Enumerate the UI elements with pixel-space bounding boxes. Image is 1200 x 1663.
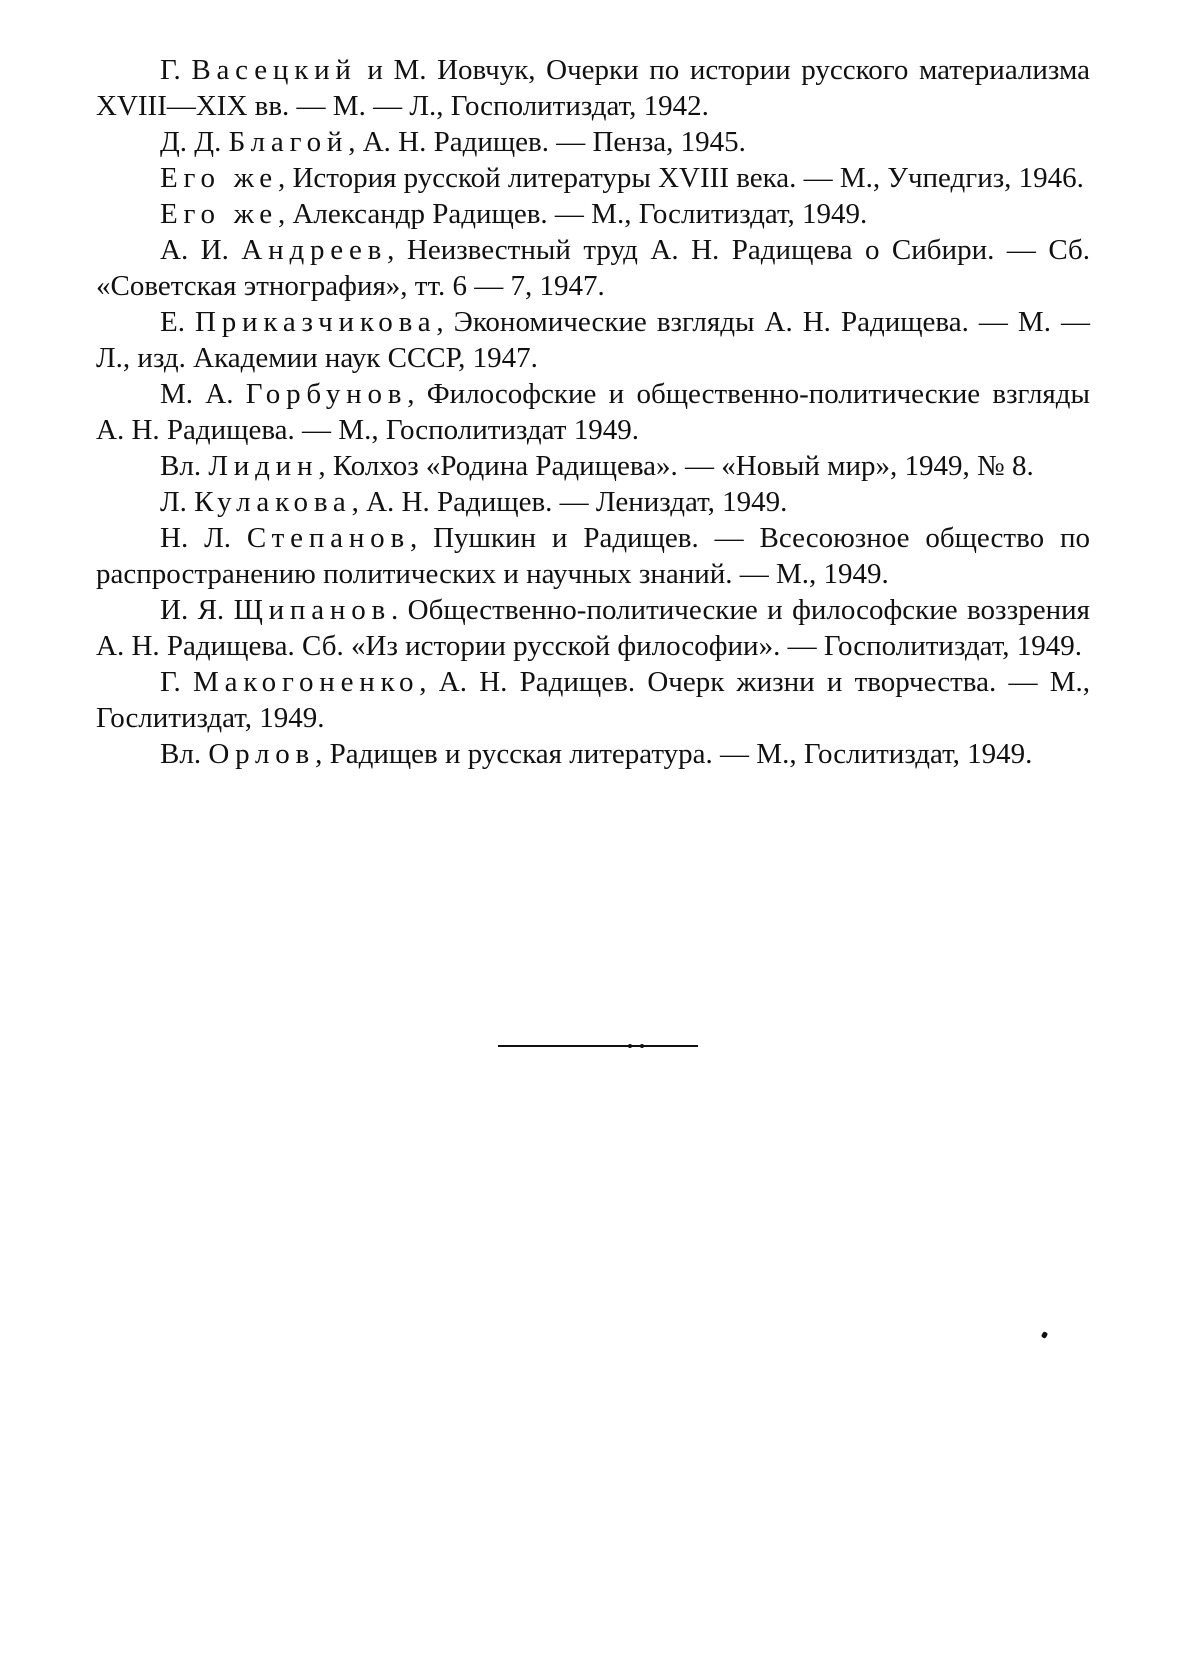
bibliography-entry: [96, 376, 1090, 448]
author-name: Кулакова: [194, 486, 352, 518]
bibliography-entry: [96, 124, 1090, 160]
author-name: Горбунов: [245, 378, 408, 410]
entry-text: , А. Н. Радищев. — Лениздат, 1949.: [351, 486, 788, 518]
ornament-dot: [640, 1044, 644, 1048]
author-name: Макогоненко: [193, 666, 420, 698]
bibliography-entry: [96, 448, 1090, 484]
author-initials: А. И.: [160, 234, 229, 266]
author-name: Андреев: [241, 234, 388, 266]
entry-text: и М. Иовчук, Очерки по истории русского материализма XVIII—XIX вв. — М. — Л., Госполитиздат, 1942.: [96, 54, 1091, 122]
author-initials: Н. Л.: [160, 522, 232, 554]
entry-text: , Философские и общественно-политические взгляды А. Н. Радищева. — М., Госполитиздат 1949.: [96, 378, 1090, 446]
author-initials: И. Я.: [160, 594, 225, 626]
ornament-dot: [628, 1044, 632, 1048]
author-initials: Вл.: [160, 738, 202, 770]
author-name: Степанов: [246, 522, 410, 554]
bibliography-entry: [96, 196, 1090, 232]
bibliography-entry: [96, 592, 1090, 664]
author-name: Орлов: [208, 738, 316, 770]
author-initials: Л.: [160, 486, 187, 518]
bibliography-entry: [96, 304, 1090, 376]
entry-text: , Неизвестный труд А. Н. Радищева о Сибири. — Сб. «Советская этнография», тт. 6 — 7, 1947.: [96, 234, 1091, 302]
author-initials: Д. Д.: [160, 126, 222, 158]
entry-text: , Колхоз «Родина Радищева». — «Новый мир», 1949, № 8.: [318, 450, 1034, 482]
entry-text: , Пушкин и Радищев. — Всесоюзное общество по распространению политических и научных знаний. — М., 1949.: [96, 522, 1090, 590]
author-name: Его же: [160, 198, 278, 230]
bibliography-entry: [96, 160, 1090, 196]
section-end-ornament: [498, 1043, 698, 1049]
entry-text: , Радищев и русская литература. — М., Гослитиздат, 1949.: [315, 738, 1033, 770]
author-initials: М. А.: [160, 378, 234, 410]
author-initials: Г.: [160, 54, 181, 86]
author-initials: Г.: [160, 666, 181, 698]
bibliography-entry: [96, 664, 1090, 736]
ornament-rule: [498, 1045, 698, 1047]
author-name: Васецкий: [191, 54, 357, 86]
bibliography-entry: [96, 52, 1090, 124]
author-name: Его же: [160, 162, 278, 194]
bibliography-list: [96, 52, 1090, 772]
bibliography-page: [96, 52, 1090, 772]
author-initials: Вл.: [160, 450, 202, 482]
bibliography-entry: [96, 520, 1090, 592]
bibliography-entry: [96, 232, 1090, 304]
print-speck: [1041, 1331, 1048, 1339]
author-name: Щипанов: [233, 594, 392, 626]
author-name: Благой: [228, 126, 349, 158]
author-name: Приказчикова: [195, 306, 437, 338]
author-initials: Е.: [160, 306, 185, 338]
entry-text: , А. Н. Радищев. — Пенза, 1945.: [348, 126, 746, 158]
bibliography-entry: [96, 736, 1090, 772]
entry-text: . Общественно-политические и философские воззрения А. Н. Радищева. Сб. «Из истории русской философии». — Госполитиздат, 1949.: [96, 594, 1090, 662]
bibliography-entry: [96, 484, 1090, 520]
entry-text: , Александр Радищев. — М., Гослитиздат, 1949.: [277, 198, 868, 230]
author-name: Лидин: [208, 450, 319, 482]
entry-text: , Экономические взгляды А. Н. Радищева. — М. — Л., изд. Академии наук СССР, 1947.: [96, 306, 1090, 374]
entry-text: , А. Н. Радищев. Очерк жизни и творчества. — М., Гослитиздат, 1949.: [96, 666, 1090, 734]
entry-text: , История русской литературы XVIII века. — М., Учпедгиз, 1946.: [277, 162, 1084, 194]
